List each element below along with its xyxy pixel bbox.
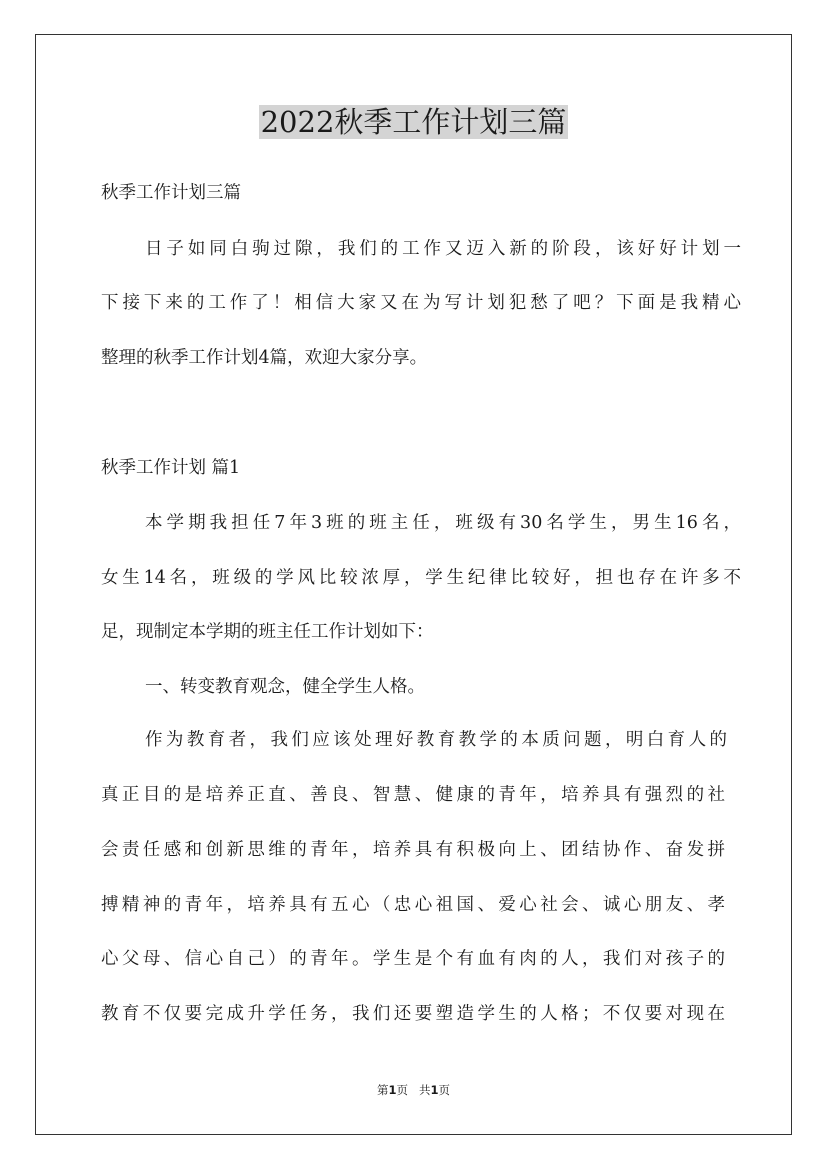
footer-page-number: 1: [388, 1083, 397, 1097]
section-heading: 秋季工作计划 篇1: [101, 458, 241, 478]
document-subtitle: 秋季工作计划三篇: [101, 183, 241, 203]
point-heading-1: 一、转变教育观念，健全学生人格。: [145, 677, 425, 697]
footer-total-suffix: 页: [438, 1083, 450, 1097]
para1-line-2: 女生14名，班级的学风比较浓厚，学生纪律比较好，担也存在许多不: [101, 568, 741, 588]
footer-page-prefix: 第: [377, 1083, 389, 1097]
footer-total-prefix: 共: [418, 1083, 431, 1097]
footer-total-pages: 1: [430, 1083, 439, 1097]
footer-page-suffix: 页: [396, 1083, 409, 1097]
para2-line-3: 会责任感和创新思维的青年，培养具有积极向上、团结协作、奋发拼: [101, 840, 725, 860]
para2-line-5: 心父母、信心自己）的青年。学生是个有血有肉的人，我们对孩子的: [101, 949, 725, 969]
para2-line-1: 作为教育者，我们应该处理好教育教学的本质问题，明白育人的: [145, 730, 727, 750]
para2-line-4: 搏精神的青年，培养具有五心（忠心祖国、爱心社会、诚心朋友、孝: [101, 895, 725, 915]
para1-line-1: 本学期我担任7年3班的班主任，班级有30名学生，男生16名，: [145, 513, 741, 533]
intro-line-1: 日子如同白驹过隙，我们的工作又迈入新的阶段，该好好计划一: [145, 239, 741, 259]
intro-line-2: 下接下来的工作了！相信大家又在为写计划犯愁了吧？下面是我精心: [101, 293, 741, 313]
document-title-text: 2022秋季工作计划三篇: [260, 105, 567, 139]
intro-line-3: 整理的秋季工作计划4篇，欢迎大家分享。: [101, 348, 428, 368]
para1-line-3: 足，现制定本学期的班主任工作计划如下：: [101, 622, 434, 642]
para2-line-6: 教育不仅要完成升学任务，我们还要塑造学生的人格；不仅要对现在: [101, 1004, 725, 1024]
page-footer: [0, 1082, 827, 1098]
para2-line-2: 真正目的是培养正直、善良、智慧、健康的青年，培养具有强烈的社: [101, 785, 725, 805]
document-title: [0, 100, 827, 144]
